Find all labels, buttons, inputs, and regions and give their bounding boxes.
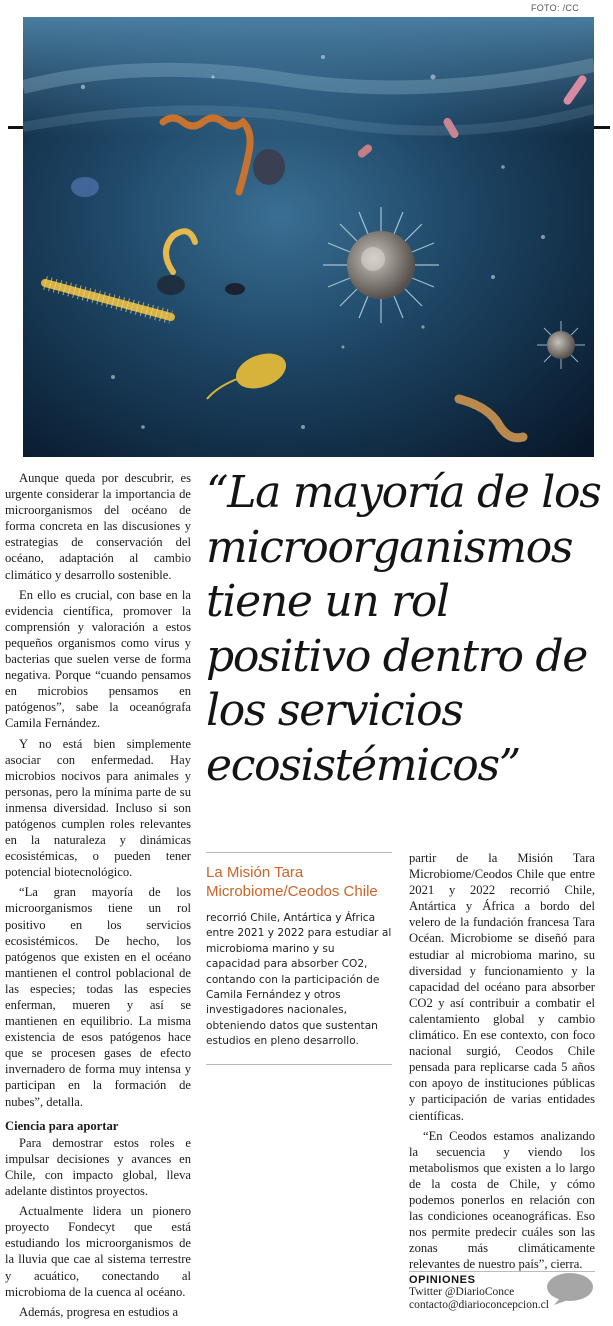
left-column bbox=[5, 470, 191, 1324]
paragraph: Actualmente lidera un pionero proyecto Fondecyt que está estudiando los microorganismos de la lluvia que cae al sistema terrestre y acuático, conectando al microbioma de la cuenca al océano. bbox=[5, 1204, 191, 1299]
right-column bbox=[409, 850, 595, 1276]
pull-quote: “La mayoría de los microorganismos tiene un rol positivo dentro de los servicios ecosistémicos” bbox=[206, 467, 601, 791]
paragraph: Y no está bien simplemente asociar con enfermedad. Hay microbios nocivos para animales y personas, pero la mínima parte de su inmensa diversidad. Incluso si son patógenos cumplen roles relevantes en la naturaleza y dinámicas ecosistémicas, o pueden tener potencial biotecnológico. bbox=[5, 736, 191, 880]
box-top-rule bbox=[206, 852, 392, 853]
paragraph: “En Ceodos estamos analizando la secuencia y viendo los metabolismos que existen a lo largo de la costa de Chile, y cómo podemos ponerlos en relación con las condiciones oceanográficas. Eso nos permite predecir cuáles son las zonas más climáticamente relevantes de nuestro país”, cierra. bbox=[409, 1128, 595, 1272]
contact-email[interactable]: contacto@diarioconcepcion.cl bbox=[409, 1299, 549, 1311]
box-body: recorrió Chile, Antártica y África entre 2021 y 2022 para estudiar al microbioma marino y su capacidad para absorber CO2, contando con la participación de Camila Fernández y otros investigadores nacionales, obteniendo datos que sustentan estudios en pleno desarrollo. bbox=[206, 912, 392, 1048]
paragraph: Además, progresa en estudios a bbox=[19, 1304, 179, 1319]
twitter-handle[interactable]: Twitter @DiarioConce bbox=[409, 1286, 515, 1298]
paragraph: “La gran mayoría de los microorganismos tiene un rol positivo en los servicios ecosistémicos. De hecho, los patógenos que existen en el océano mantienen el control poblacional de las especies; todas las especies enferman, mueren y así se mantienen en equilibrio. La misma existencia de esos patógenos hace que se procesen gases de efecto invernadero de forma muy intensa y participan en la formación de nubes”, detalla. bbox=[5, 885, 191, 1109]
box-bottom-rule bbox=[206, 1064, 392, 1065]
photo-credit: FOTO: /CC bbox=[530, 3, 579, 13]
section-rule-left bbox=[8, 126, 24, 129]
box-title: La Misión Tara Microbiome/Ceodos Chile bbox=[206, 864, 378, 900]
section-rule-right bbox=[594, 126, 610, 129]
info-box bbox=[206, 852, 392, 1065]
paragraph: En ello es crucial, con base en la evidencia científica, promover la comprensión y valoración a estos pequeños organismos como virus y bacterias que suelen verse de forma negativa. Porque “cuando pensamos en microbios pensamos en patógenos”, sabe la oceanógrafa Camila Fernández. bbox=[5, 587, 191, 731]
section-subhead: Ciencia para aportar bbox=[5, 1118, 119, 1133]
paragraph: Aunque queda por descubrir, es urgente considerar la importancia de microorganismos del océano de forma concreta en las discusiones y estrategias de conservación del océano, adaptación al cambio climático y desarrollo sostenible. bbox=[5, 471, 191, 582]
paragraph: Para demostrar estos roles e impulsar decisiones y avances en Chile, con impacto global, lleva adelante distintos proyectos. bbox=[5, 1135, 191, 1199]
opinions-heading: OPINIONES bbox=[409, 1274, 476, 1286]
paragraph: partir de la Misión Tara Microbiome/Ceodos Chile que entre 2021 y 2022 recorrió Chile, Antártica y África a bordo del velero de la fundación francesa Tara Océan. Microbiome se diseñó para estudiar al microbioma marino, su diversidad y funcionamiento y la capacidad del océano para absorber CO2 y así contribuir a combatir el calentamiento global y cambio climático. En ese contexto, con foco nacional surgió, Ceodos Chile pensada para replicarse cada 5 años con apoyo de instituciones públicas y participación de varias entidades científicas. bbox=[409, 851, 595, 1123]
microorganisms-photo bbox=[23, 17, 594, 457]
speech-bubble-icon bbox=[546, 1272, 594, 1311]
